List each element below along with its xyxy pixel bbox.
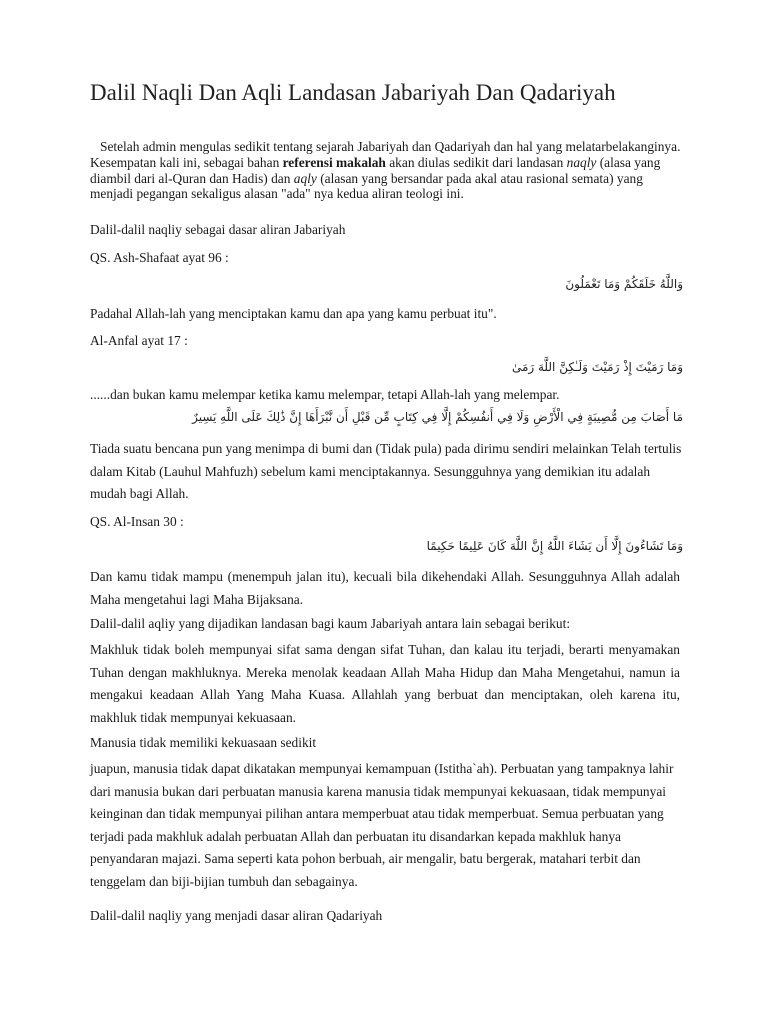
arabic-verse: وَمَا رَمَيْتَ إِذْ رَمَيْتَ وَلَـٰكِنَّ اللَّهَ رَمَىٰ bbox=[511, 360, 683, 374]
arabic-verse: وَمَا تَشَاءُونَ إِلَّا أَن يَشَاءَ اللَّهُ إِنَّ اللَّهَ كَانَ عَلِيمًا حَكِيمًا bbox=[426, 539, 683, 553]
intro-italic-naqly: naqly bbox=[566, 154, 597, 170]
aqli-point-heading: Manusia tidak memiliki kekuasaan sedikit bbox=[90, 735, 317, 750]
verse-translation: ......dan bukan kamu melempar ketika kamu melempar, tetapi Allah-lah yang melempar. bbox=[90, 387, 560, 402]
aqli-point-paragraph: Makhluk tidak boleh mempunyai sifat sama dengan sifat Tuhan, dan kalau itu terjadi, berarti menyamakan Tuhan dengan makhluknya. Mereka menolak keadaan Allah Maha Hidup dan Maha Mengetahui, namun ia mengakui keadaan Allah Yang Maha Kuasa. Allahlah yang berbuat dan menciptakan, oleh karena itu, makhluk tidak mempunyai kekuasaan. bbox=[90, 642, 680, 725]
intro-text-1: Setelah admin mengulas sedikit tentang sejarah Jabariyah dan Qadariyah dan hal yang melatarbelakanginya. Kesempatan kali ini, sebagai bahan bbox=[90, 139, 681, 170]
arabic-verse: مَا أَصَابَ مِن مُّصِيبَةٍ فِي الْأَرْضِ وَلَا فِي أَنفُسِكُمْ إِلَّا فِي كِتَابٍ مِّن قَبْلِ أَن نَّبْرَأَهَا إِنَّ ذَٰلِكَ عَلَى اللَّهِ يَسِيرٌ bbox=[192, 410, 683, 424]
arabic-verse: وَاللَّهُ خَلَقَكُمْ وَمَا تَعْمَلُونَ bbox=[565, 277, 683, 291]
naqli-qadariyah-heading: Dalil-dalil naqliy yang menjadi dasar aliran Qadariyah bbox=[90, 908, 383, 923]
naqli-jabariyah-heading: Dalil-dalil naqliy sebagai dasar aliran Jabariyah bbox=[90, 222, 346, 237]
verse-reference: QS. Ash-Shafaat ayat 96 : bbox=[90, 250, 229, 265]
intro-paragraph bbox=[90, 139, 684, 202]
verse-translation: Padahal Allah-lah yang menciptakan kamu dan apa yang kamu perbuat itu". bbox=[90, 306, 497, 321]
intro-italic-aqly: aqly bbox=[293, 170, 317, 186]
aqli-point-paragraph: juapun, manusia tidak dapat dikatakan mempunyai kemampuan (Istitha`ah). Perbuatan yang tampaknya lahir dari manusia bukan dari perbuatan manusia karena manusia tidak mempunyai kekuasaan, tidak mempunyai keinginan dan tidak mempunyai pilihan antara memperbuat atau tidak memperbuat. Semua perbuatan yang terjadi pada makhluk adalah perbuatan Allah dan perbuatan itu disandarkan kepada makhluk hanya penyandaran majazi. Sama seperti kata pohon berbuah, air mengalir, batu bergerak, matahari terbit dan tenggelam dan biji-bijian tumbuh dan sebagainya. bbox=[90, 761, 674, 889]
verse-translation: Tiada suatu bencana pun yang menimpa di bumi dan (Tidak pula) pada dirimu sendiri melainkan Telah tertulis dalam Kitab (Lauhul Mahfuzh) sebelum kami menciptakannya. Sesungguhnya yang demikian itu adalah mudah bagi Allah. bbox=[90, 441, 682, 502]
intro-text-3: (alasa yang diambil dari al-Quran dan Hadis) dan bbox=[90, 154, 661, 186]
verse-reference: Al-Anfal ayat 17 : bbox=[90, 333, 188, 348]
aqli-jabariyah-heading: Dalil-dalil aqliy yang dijadikan landasan bagi kaum Jabariyah antara lain sebagai berikut: bbox=[90, 616, 571, 631]
intro-text-4: (alasan yang bersandar pada akal atau rasional semata) yang menjadi pegangan sekaligus alasan "ada" nya kedua aliran teologi ini. bbox=[90, 170, 643, 202]
page-title: Dalil Naqli Dan Aqli Landasan Jabariyah Dan Qadariyah bbox=[90, 80, 616, 105]
verse-reference: QS. Al-Insan 30 : bbox=[90, 514, 184, 529]
intro-text-2: akan diulas sedikit dari landasan bbox=[385, 154, 567, 170]
intro-bold-term: referensi makalah bbox=[282, 154, 386, 170]
verse-translation: Dan kamu tidak mampu (menempuh jalan itu), kecuali bila dikehendaki Allah. Sesungguhnya Allah adalah Maha mengetahui lagi Maha Bijaksana. bbox=[90, 569, 680, 607]
